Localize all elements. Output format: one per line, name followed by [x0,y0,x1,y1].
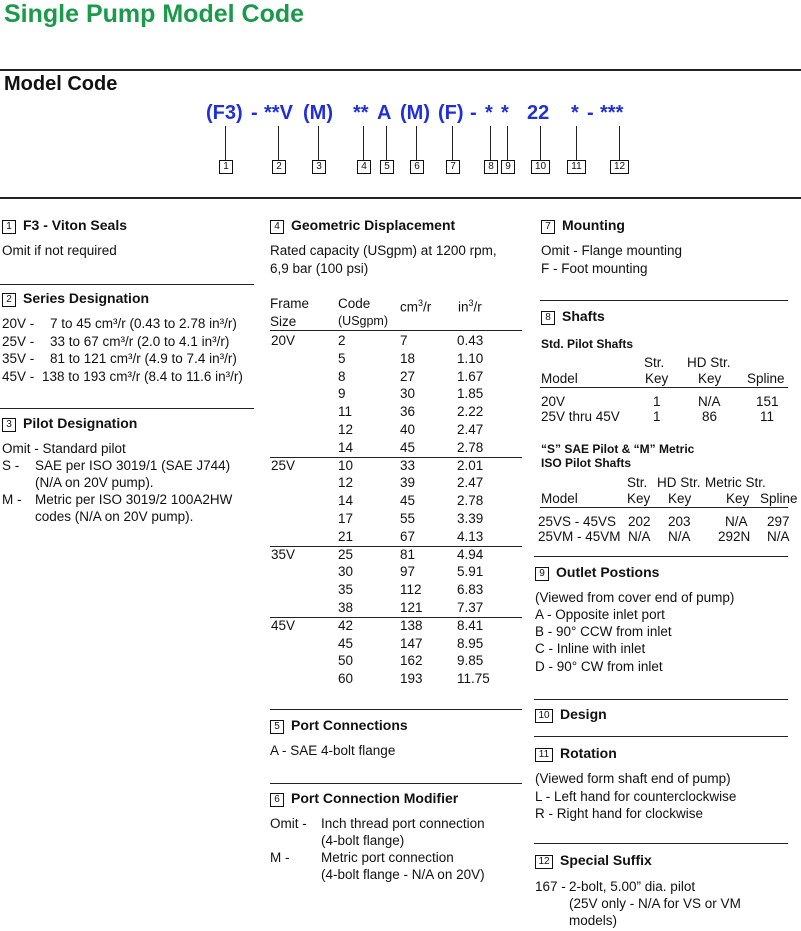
code-part-f3: (F3) [206,102,243,124]
rated-capacity-line2: 6,9 bar (100 psi) [270,261,369,276]
code-marker-8: 8 [484,160,498,174]
in3-value: 6.83 [457,582,484,598]
section-title: Mounting [562,217,625,233]
outlet-b: B - 90° CCW from inlet [535,624,672,639]
alt-col-key2: Key [668,491,692,506]
alt-col-spline: Spline [760,491,798,506]
in3-value: 2.78 [457,493,484,509]
rotation-note: (Viewed form shaft end of pump) [535,771,731,786]
code-usgpm: 30 [338,564,354,580]
alt-row-str: N/A [628,529,651,544]
series-code: 20V - [2,316,35,331]
cm3-value: 7 [400,333,408,348]
std-row-key: 1 [653,394,661,409]
pilot-s-line1: SAE per ISO 3019/1 (SAE J744) [35,458,231,473]
modifier-omit-line1: Inch thread port connection [321,816,485,831]
code-marker-7: 7 [446,160,460,174]
std-row-hdkey: 86 [702,409,718,424]
code-marker-4: 4 [357,160,371,174]
section-geometric-displacement [270,217,455,234]
code-usgpm: 12 [338,422,354,437]
in3-value: 7.37 [457,600,484,615]
group-rule [270,617,522,618]
divider [270,783,522,784]
cm3-value: 30 [400,386,416,402]
code-marker-3: 3 [312,160,326,174]
col-usgpm: (USgpm) [338,314,389,328]
cm3-value: 138 [400,617,423,633]
std-col-model: Model [541,371,578,386]
section-number: 3 [2,418,16,432]
pilot-m-line1: Metric per ISO 3019/2 100A2HW [35,492,233,507]
section-number: 6 [270,793,284,807]
section-special-suffix [535,852,652,869]
frame-size: 20V [271,333,296,348]
section-number: 4 [270,220,284,234]
in3-value: 5.91 [457,564,484,580]
code-usgpm: 14 [338,439,354,455]
col-size: Size [270,314,297,329]
code-usgpm: 35 [338,582,354,598]
series-list [2,315,243,385]
code-marker-1: 1 [219,160,233,174]
code-marker-5: 5 [380,160,394,174]
pilot-m-key: M - [2,492,22,507]
section-number: 10 [535,709,553,723]
alt-col-key3: Key [726,491,750,506]
section-outlet-positions [535,564,659,581]
alt-col-str: Str. [627,475,648,490]
std-header-rule [540,387,788,388]
code-usgpm: 21 [338,528,354,544]
section-title: Rotation [560,745,617,761]
cm3-value: 18 [400,350,416,366]
code-marker-10: 10 [531,160,550,174]
cm3-value: 112 [400,582,422,598]
suffix-key: 167 - [535,879,566,894]
in3-value: 1.67 [457,368,484,384]
series-code: 45V - [2,368,35,384]
in3-value: 2.47 [457,475,484,491]
in3-value: 1.10 [457,350,484,366]
modifier-omit-key: Omit - [270,816,307,831]
section-number: 1 [2,220,16,234]
code-part-mounting: (F) [438,102,464,124]
code-usgpm: 9 [338,386,346,402]
in3-value: 8.41 [457,617,484,633]
code-marker-11: 11 [567,160,586,174]
code-usgpm: 12 [338,475,354,491]
in3-value: 1.85 [457,386,484,402]
cm3-value: 45 [400,493,416,509]
alt-col-hdstr: HD Str. [657,475,701,490]
code-usgpm: 50 [338,653,354,669]
std-col-key2: Key [698,371,722,386]
section-rotation [535,745,617,762]
section-title: F3 - Viton Seals [23,217,127,233]
section-design [535,706,607,723]
cm3-value: 33 [400,457,416,473]
pilot-s-key: S - [2,458,20,473]
code-usgpm: 42 [338,617,354,633]
modifier-m-line2: (4-bolt flange - N/A on 20V) [321,867,485,882]
cm3-value: 36 [400,404,416,420]
alt-row-spline: 297 [767,514,790,529]
std-col-hdstr: HD Str. [687,355,731,370]
frame-size: 35V [271,546,296,562]
section-port-connection-modifier [270,790,458,807]
outlet-d: D - 90° CW from inlet [535,659,663,674]
section-number: 12 [535,855,553,869]
modifier-omit-line2: (4-bolt flange) [321,833,405,848]
std-row-hdkey: N/A [698,394,721,409]
alt-col-key1: Key [627,491,651,506]
section-number: 5 [270,720,284,734]
frame-size: 25V [271,457,296,473]
code-usgpm: 11 [338,404,353,420]
section-title: Special Suffix [560,852,652,868]
cm3-value: 40 [400,422,416,437]
code-dash: - [587,102,594,124]
code-usgpm: 25 [338,546,354,562]
code-part-port: A [377,102,392,124]
modifier-m-key: M - [270,850,290,865]
code-part-port-modifier: (M) [400,102,430,124]
std-col-key: Key [645,371,669,386]
std-row-spline: 11 [760,409,775,424]
section-number: 11 [535,748,553,762]
code-part-rotation: * [571,102,579,124]
in3-value: 3.39 [457,511,484,526]
divider [534,699,788,700]
section-title: Design [560,706,607,722]
std-row-model: 20V [541,394,566,409]
port-connection-text: A - SAE 4-bolt flange [270,743,396,758]
alt-row-str: 202 [628,514,651,529]
section-series-designation [2,290,149,307]
code-part-outlet: * [501,102,509,124]
frame-size: 45V [271,617,296,633]
cm3-value: 147 [400,635,423,651]
section-title: Port Connections [291,717,408,733]
section-number: 8 [541,311,555,325]
std-row-model: 25V thru 45V [541,409,620,424]
divider [270,709,522,710]
cm3-value: 67 [400,528,416,544]
std-pilot-shafts-title: Std. Pilot Shafts [541,337,634,351]
section-shafts [541,308,605,325]
code-usgpm: 8 [338,368,346,384]
divider [534,736,788,737]
section-port-connections [270,717,408,734]
series-range: 81 to 121 cm³/r (4.9 to 7.4 in³/r) [50,351,237,366]
series-range: 7 to 45 cm³/r (0.43 to 2.78 in³/r) [50,316,237,331]
alt-row-hd: N/A [668,529,691,544]
code-marker-6: 6 [410,160,424,174]
col-code: Code [338,296,371,311]
pilot-m-line2: codes (N/A on 20V pump). [35,509,194,524]
col-frame: Frame [270,296,310,311]
alt-row-model: 25VS - 45VS [538,514,617,529]
code-part-pilot: (M) [303,102,333,124]
std-row-spline: 151 [756,394,779,409]
section-number: 7 [541,220,555,234]
title-divider [0,69,801,71]
cm3-value: 39 [400,475,416,491]
rotation-right: R - Right hand for clockwise [535,806,704,821]
in3-value: 8.95 [457,635,484,651]
rotation-left: L - Left hand for counterclockwise [535,789,737,804]
std-row-key: 1 [653,409,661,424]
code-marker-9: 9 [501,160,515,174]
std-col-spline: Spline [747,371,785,386]
divider [0,284,254,285]
series-code: 35V - [2,351,35,366]
in3-value: 2.78 [457,439,484,455]
alt-header-rule [540,507,788,508]
cm3-value: 97 [400,564,416,580]
alt-col-model: Model [541,491,578,506]
in3-value: 2.01 [457,457,484,473]
series-code: 25V - [2,333,35,349]
cm3-value: 193 [400,671,423,687]
in3-value: 2.22 [457,404,484,420]
code-dash: - [470,102,477,124]
alt-row-spline: N/A [767,529,790,544]
series-range: 138 to 193 cm³/r (8.4 to 11.6 in³/r) [42,368,243,384]
section-number: 9 [535,567,549,581]
series-range: 33 to 67 cm³/r (2.0 to 4.1 in³/r) [50,333,230,349]
code-usgpm: 17 [338,511,354,526]
section-pilot-designation [2,415,137,432]
code-usgpm: 38 [338,600,354,615]
code-marker-2: 2 [272,160,286,174]
code-usgpm: 14 [338,493,354,509]
in3-value: 4.94 [457,546,484,562]
code-part-series: **V [264,102,293,124]
section-divider [0,197,801,199]
col-in3r: $in^3/r$ [458,298,482,315]
code-part-displacement: ** [353,102,369,124]
cm3-value: 45 [400,439,416,455]
group-rule [270,457,522,458]
mounting-flange: Omit - Flange mounting [541,243,683,258]
model-code-heading: Model Code [4,73,118,95]
section-title: Outlet Postions [556,564,660,580]
pilot-s-line2: (N/A on 20V pump). [35,475,154,490]
code-part-shaft: * [485,102,493,124]
section-title: Shafts [562,308,605,324]
section-number: 2 [2,293,16,307]
outlet-note: (Viewed from cover end of pump) [535,590,735,605]
modifier-m-line1: Metric port connection [321,850,454,865]
divider [534,556,788,557]
group-rule [270,546,522,547]
cm3-value: 55 [400,511,416,526]
divider [534,843,788,844]
suffix-line2: (25V only - N/A for VS or VM [569,896,741,911]
page-title: Single Pump Model Code [4,0,305,28]
code-dash: - [251,102,258,124]
code-usgpm: 2 [338,333,346,348]
code-usgpm: 5 [338,350,346,366]
section-title: Series Designation [23,290,150,306]
divider [0,408,254,409]
alt-shafts-title1: “S” SAE Pilot & “M” Metric [541,442,695,456]
col-cm3r: $cm^3/r$ [400,298,432,315]
f3-text: Omit if not required [2,243,117,258]
section-title: Geometric Displacement [291,217,456,233]
section-mounting [541,217,625,234]
mounting-foot: F - Foot mounting [541,261,648,276]
rated-capacity-line1: Rated capacity (USgpm) at 1200 rpm, [270,243,497,258]
alt-row-hd: 203 [668,514,691,529]
cm3-value: 27 [400,368,416,384]
outlet-a: A - Opposite inlet port [535,607,665,622]
cm3-value: 162 [400,653,423,669]
in3-value: 9.85 [457,653,484,669]
alt-shafts-title2: ISO Pilot Shafts [541,456,632,470]
alt-row-metric: 292N [718,529,751,544]
section-title: Port Connection Modifier [291,790,459,806]
in3-value: 11.75 [457,671,490,687]
code-marker-12: 12 [610,160,629,174]
section-title: Pilot Designation [23,415,138,431]
cm3-value: 121 [400,600,423,615]
section-f3-viton [2,217,127,234]
pilot-omit: Omit - Standard pilot [2,441,126,456]
in3-value: 0.43 [457,333,484,348]
std-col-str: Str. [644,355,665,370]
alt-row-model: 25VM - 45VM [538,529,621,544]
divider [540,300,788,301]
in3-value: 4.13 [457,528,484,544]
code-part-design: 22 [527,102,550,124]
suffix-line1: 2-bolt, 5.00” dia. pilot [569,879,696,894]
code-usgpm: 45 [338,635,354,651]
code-usgpm: 60 [338,671,354,687]
code-usgpm: 10 [338,457,354,473]
table-header-rule [270,330,522,331]
outlet-c: C - Inline with inlet [535,641,646,656]
in3-value: 2.47 [457,422,484,437]
alt-col-metricstr: Metric Str. [705,475,766,490]
code-part-suffix: *** [600,102,624,124]
alt-row-metric: N/A [725,514,748,529]
suffix-line3: models) [569,913,618,928]
cm3-value: 81 [400,546,416,562]
